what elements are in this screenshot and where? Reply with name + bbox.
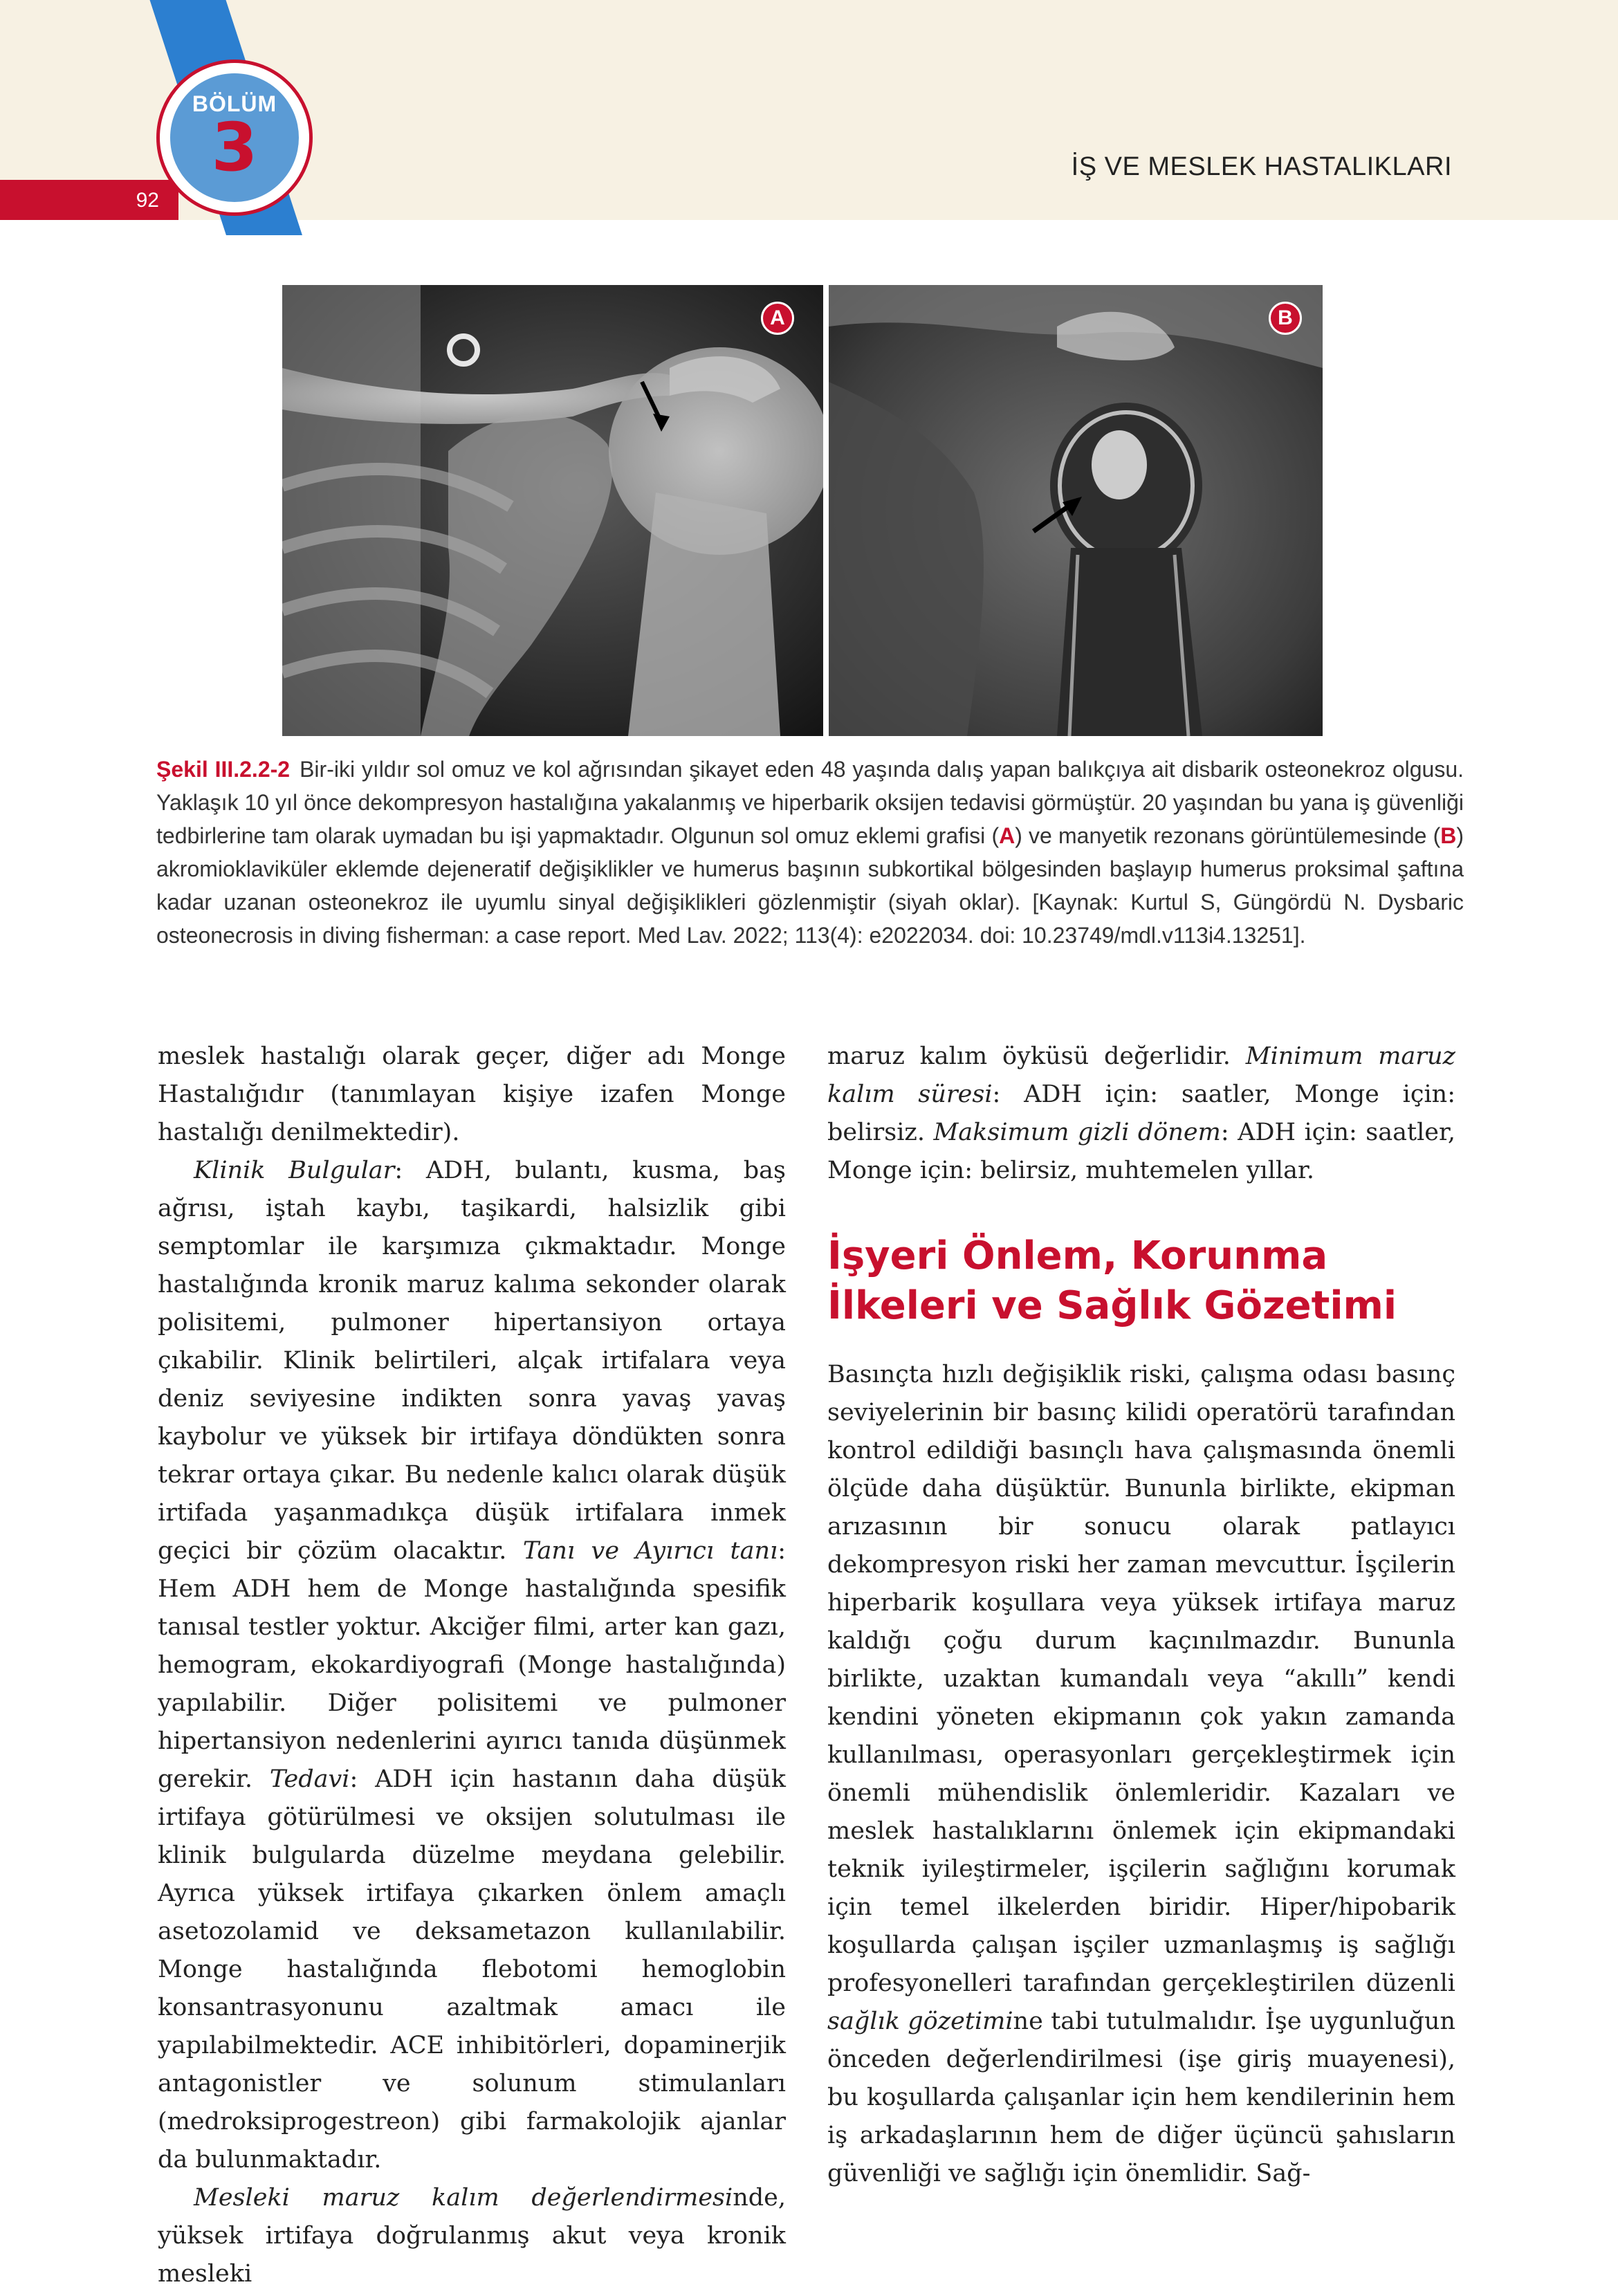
term-tani: Tanı ve Ayırıcı tanı (522, 1537, 778, 1565)
caption-label: Şekil III.2.2-2 (156, 757, 291, 782)
term-minimum-maruz: Minimum maruz kalım süresi (827, 1043, 1455, 1108)
left-p2-text-b: : Hem ADH hem de Monge hastalığında spesifik tanısal testler yoktur. Akciğer filmi, arter kan gazı, hemogram, ekokardiyografi (Monge hastalığında) yapılabilir. Diğer polisitemi ve pulmoner hipertansiyon nedenlerini ayırıcı tanıda düşünmek gerekir. (158, 1537, 786, 1793)
caption-ref-b: B (1440, 823, 1457, 848)
term-saglik-gozetimi: sağlık gözetimi (827, 2008, 1013, 2035)
term-maksimum-gizli: Maksimum gizli dönem (933, 1119, 1221, 1146)
chapter-label: BÖLÜM (192, 91, 277, 116)
right-p2-text-a: Basınçta hızlı değişiklik riski, çalışma odası basınç seviyelerinin bir basınç kilidi operatörü tarafından kontrol edildiği basınçlı hava çalışmasında önemli ölçüde daha düşüktür. Bununla birlikte, ekipman arızasının bir sonucu olarak patlayıcı dekompresyon riski her zaman mevcuttur. İşçilerin hiperbarik koşullara veya yüksek irtifaya maruz kaldığı çoğu durum kaçınılmazdır. Bununla birlikte, uzaktan kumandalı veya “akıllı” kendi kendini yöneten ekipmanın çok yakın zamanda kullanılması, operasyonları gerçekleştirmek için önemli mühendislik önlemleridir. Kazaları ve meslek hastalıklarını önlemek için ekipmandaki teknik iyileştirmeler, işçilerin sağlığını korumak için temel ilkelerden biridir. Hiper/hipobarik koşullarda çalışan işçiler uzmanlaşmış iş sağlığı profesyonelleri tarafından gerçekleştirilen düzenli (827, 1361, 1455, 1997)
term-klinik-bulgular: Klinik Bulgular (194, 1157, 395, 1184)
caption-text-2: ) ve manyetik rezonans görüntülemesinde ( (1015, 823, 1441, 848)
right-paragraph-1 (827, 1038, 1455, 1190)
left-paragraph-2 (158, 1152, 786, 2179)
left-p2-text-a: : ADH, bulantı, kusma, baş ağrısı, iştah kaybı, taşikardi, halsizlik gibi semptomlar ile karşımıza çıkmaktadır. Monge hastalığında kronik maruz kalıma sekonder olarak polisitemi, pulmoner hipertansiyon ortaya çıkabilir. Klinik belirtileri, alçak irtifalara veya deniz seviyesine indikten sonra yavaş yavaş kaybolur ve yüksek bir irtifaya döndükten sonra tekrar ortaya çıkar. Bu nedenle kalıcı olarak düşük irtifada yaşanmadıkça düşük irtifalara inmek geçici bir çözüm olacaktır. (158, 1157, 786, 1565)
xray-illustration (282, 285, 823, 736)
left-p3-text: nde, yüksek irtifaya doğrulanmış akut veya kronik mesleki (158, 2184, 786, 2288)
xray-image (282, 285, 823, 736)
mri-image (829, 285, 1323, 736)
mri-illustration (829, 285, 1323, 736)
right-column (827, 1038, 1455, 2193)
page-number: 92 (136, 189, 159, 212)
figure-caption (156, 753, 1464, 952)
right-p1-text-c: : ADH için: saatler, Monge için: belirsiz, muhtemelen yıllar. (827, 1119, 1455, 1184)
caption-text-3: ) akromioklaviküler eklemde dejeneratif değişiklikler ve humerus başının subkortikal bölgesinden başlayıp humerus proksimal şaftına kadar uzanan osteonekroz ile uyumlu sinyal değişiklikleri gözlenmiştir (siyah oklar). [Kaynak: Kurtul S, Güngördü N. Dysbaric osteonecrosis in diving fisherman: a case report. Med Lav. 2022; 113(4): e2022034. doi: 10.23749/mdl.v113i4.13251]. (156, 823, 1464, 948)
panel-a-marker: A (761, 302, 794, 335)
chapter-number: 3 (211, 109, 258, 186)
section-heading: İşyeri Önlem, Korunma İlkeleri ve Sağlık Gözetimi (827, 1233, 1397, 1328)
term-mesleki-maruz: Mesleki maruz kalım değerlendirmesi (194, 2184, 733, 2212)
left-p2-text-c: : ADH için hastanın daha düşük irtifaya götürülmesi ve oksijen solutulması ile klinik bulgularda düzelme meydana gelebilir. Ayrıca yüksek irtifaya çıkarken önlem amaçlı asetozolamid ve deksametazon kullanılabilir. Monge hastalığında flebotomi hemoglobin konsantrasyonunu azaltmak amacı ile yapılabilmektedir. ACE inhibitörleri, dopaminerjik antagonistler ve solunum stimulanları (medroksiprogestreon) gibi farmakolojik ajanlar da bulunmaktadır. (158, 1765, 786, 2174)
right-p1-text-b: : ADH için: saatler, Monge için: belirsiz. (827, 1081, 1455, 1146)
left-column (158, 1038, 786, 2293)
right-p2-text-b: ne tabi tutulmalıdır. İşe uygunluğun önceden değerlendirilmesi (işe giriş muayenesi), bu koşullarda çalışanlar için hem kendilerinin hem iş arkadaşlarının hem de diğer üçüncü şahısların güvenliği ve sağlığı için önemlidir. Sağ- (827, 2008, 1455, 2187)
left-paragraph-1: meslek hastalığı olarak geçer, diğer adı Monge Hastalığıdır (tanımlayan kişiye izafen Monge hastalığı denilmektedir). (158, 1043, 786, 1146)
right-p1-text-a: maruz kalım öyküsü değerlidir. (827, 1043, 1246, 1070)
panel-b-marker: B (1269, 302, 1302, 335)
caption-text-1: Bir-iki yıldır sol omuz ve kol ağrısından şikayet eden 48 yaşında dalış yapan balıkçıya ait disbarik osteonekroz olgusu. Yaklaşık 10 yıl önce dekompresyon hastalığına yakalanmış ve hiperbarik oksijen tedavisi görmüştür. 20 yaşından bu yana iş güvenliği tedbirlerine tam olarak uymadan bu işi yapmaktadır. Olgunun sol omuz eklemi grafisi ( (156, 757, 1464, 848)
left-paragraph-3 (158, 2179, 786, 2293)
term-tedavi: Tedavi (269, 1765, 350, 1793)
running-head: İŞ VE MESLEK HASTALIKLARI (1071, 152, 1452, 181)
right-paragraph-2 (827, 1356, 1455, 2193)
caption-ref-a: A (999, 823, 1015, 848)
